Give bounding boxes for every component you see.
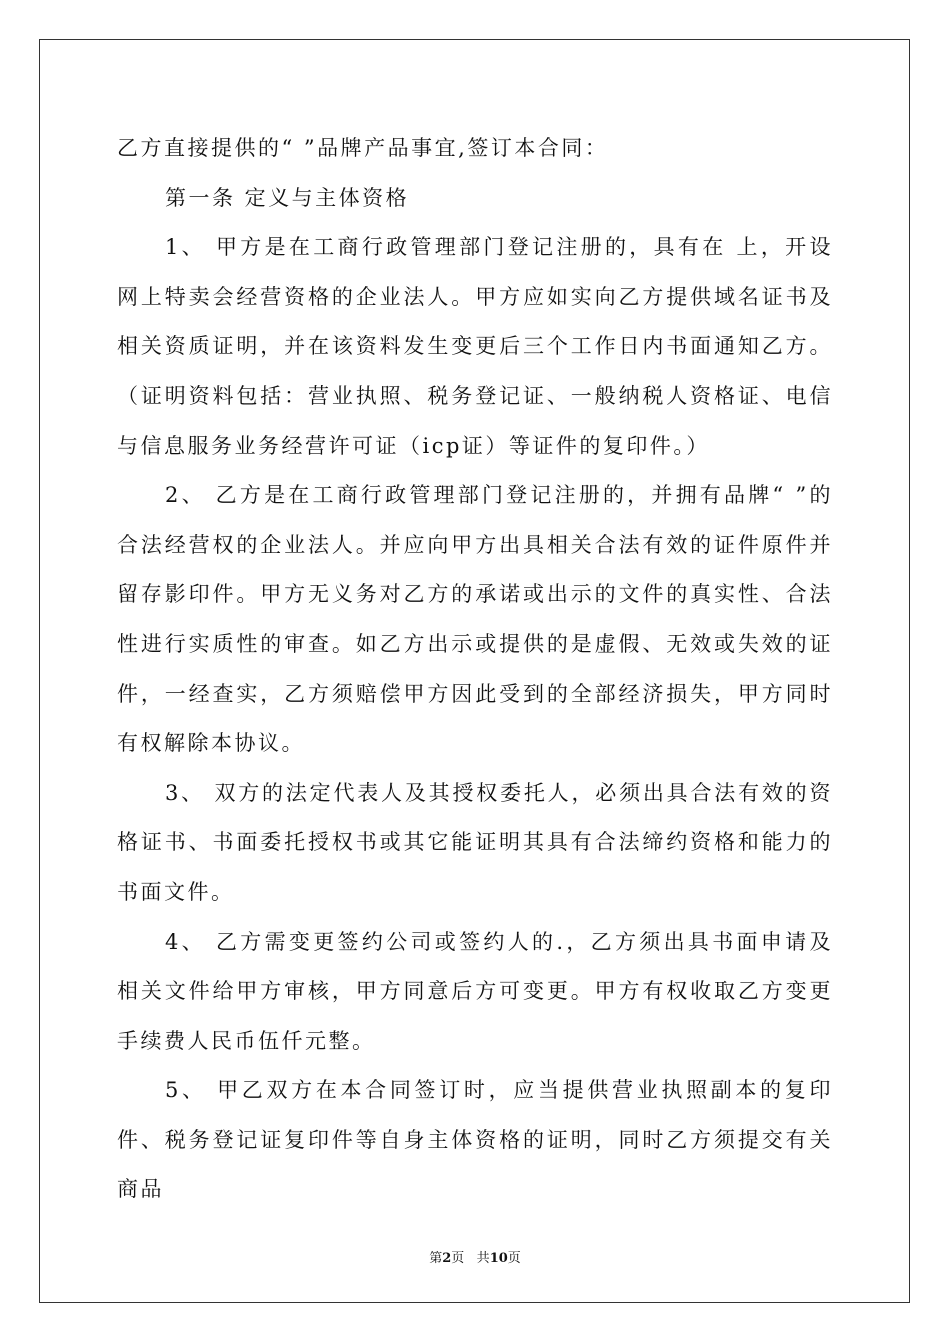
total-pages: 10 [489, 1251, 508, 1266]
total-suffix: 页 [507, 1251, 521, 1266]
page-prefix: 第 [429, 1251, 443, 1266]
clause-3: 3、 双方的法定代表人及其授权委托人，必须出具合法有效的资格证书、书面委托授权书或其它能证明其具有合法缔约资格和能力的书面文件。 [117, 780, 833, 904]
page-footer [0, 1247, 950, 1266]
page-suffix: 页 [451, 1251, 465, 1266]
clause-5: 5、 甲乙双方在本合同签订时，应当提供营业执照副本的复印件、税务登记证复印件等自身主体资格的证明，同时乙方须提交有关商品 [117, 1078, 833, 1202]
clause-4: 4、 乙方需变更签约公司或签约人的.，乙方须出具书面申请及相关文件给甲方审核，甲方同意后方可变更。甲方有权收取乙方变更手续费人民币伍仟元整。 [117, 929, 833, 1053]
total-prefix: 共 [476, 1251, 490, 1266]
page-number: 2 [442, 1251, 452, 1266]
clause-1: 1、 甲方是在工商行政管理部门登记注册的，具有在 上，开设网上特卖会经营资格的企业法人。甲方应如实向乙方提供域名证书及相关资质证明，并在该资料发生变更后三个工作日内书面通知乙方。（证明资料包括：营业执照、税务登记证、一般纳税人资格证、电信与信息服务业务经营许可证（icp证）等证件的复印件。） [117, 235, 833, 458]
section-heading-article-1: 第一条 定义与主体资格 [165, 185, 410, 210]
document-body [117, 124, 833, 1215]
paragraph-intro: 乙方直接提供的“ ”品牌产品事宜,签订本合同： [117, 136, 609, 160]
clause-2: 2、 乙方是在工商行政管理部门登记注册的，并拥有品牌“ ”的合法经营权的企业法人。并应向甲方出具相关合法有效的证件原件并留存影印件。甲方无义务对乙方的承诺或出示的文件的真实性、合法性进行实质性的审查。如乙方出示或提供的是虚假、无效或失效的证件，一经查实，乙方须赔偿甲方因此受到的全部经济损失，甲方同时有权解除本协议。 [117, 483, 833, 756]
